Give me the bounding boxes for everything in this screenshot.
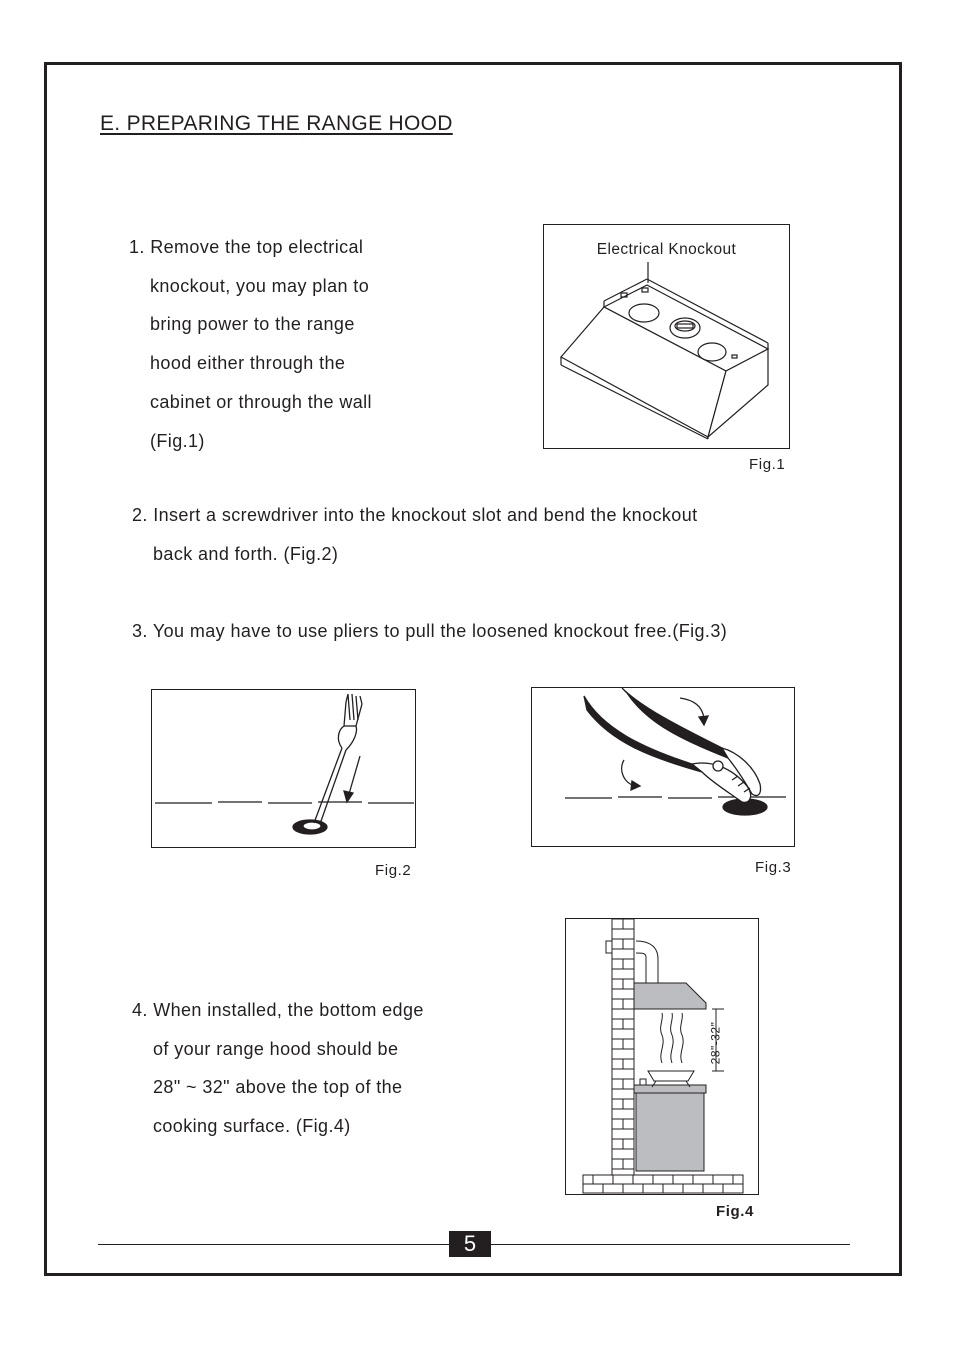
fig4-caption: Fig.4 <box>716 1203 755 1220</box>
step-2-line-2: back and forth. (Fig.2) <box>153 543 339 564</box>
fig3-caption: Fig.3 <box>755 859 792 876</box>
electrical-knockout-label: Electrical Knockout <box>596 241 737 258</box>
range-hood-drawing <box>544 225 791 450</box>
section-title: E. PREPARING THE RANGE HOOD <box>100 112 453 135</box>
step-1-line-3: bring power to the range <box>150 314 355 335</box>
fig1-range-hood-illustration <box>543 224 790 449</box>
fig3-pliers-illustration <box>531 687 795 847</box>
step-1-line-1: 1. Remove the top electrical <box>129 237 364 257</box>
fig2-caption: Fig.2 <box>375 862 412 879</box>
step-1 <box>129 228 372 460</box>
step-4-line-3: 28" ~ 32" above the top of the <box>153 1077 403 1098</box>
step-3 <box>132 612 727 651</box>
pliers-drawing <box>532 688 796 848</box>
step-4-line-1: 4. When installed, the bottom edge <box>132 1000 424 1020</box>
step-1-line-6: (Fig.1) <box>150 430 205 451</box>
step-2 <box>132 496 698 573</box>
step-4-line-2: of your range hood should be <box>153 1038 399 1059</box>
installation-drawing <box>566 919 760 1196</box>
step-1-line-2: knockout, you may plan to <box>150 275 370 296</box>
fig4-dimension-label: 28"-32" <box>708 1021 723 1065</box>
page-number: 5 <box>449 1231 491 1257</box>
step-3-line-1: 3. You may have to use pliers to pull the loosened knockout free.(Fig.3) <box>132 621 728 641</box>
screwdriver-drawing <box>152 690 417 849</box>
step-1-line-5: cabinet or through the wall <box>150 391 372 412</box>
step-2-line-1: 2. Insert a screwdriver into the knockout slot and bend the knockout <box>132 505 698 525</box>
fig4-installation-height-illustration <box>565 918 759 1195</box>
step-4 <box>132 991 424 1146</box>
fig2-screwdriver-illustration <box>151 689 416 848</box>
step-1-line-4: hood either through the <box>150 353 346 374</box>
fig1-caption: Fig.1 <box>749 456 786 473</box>
step-4-line-4: cooking surface. (Fig.4) <box>153 1116 351 1137</box>
